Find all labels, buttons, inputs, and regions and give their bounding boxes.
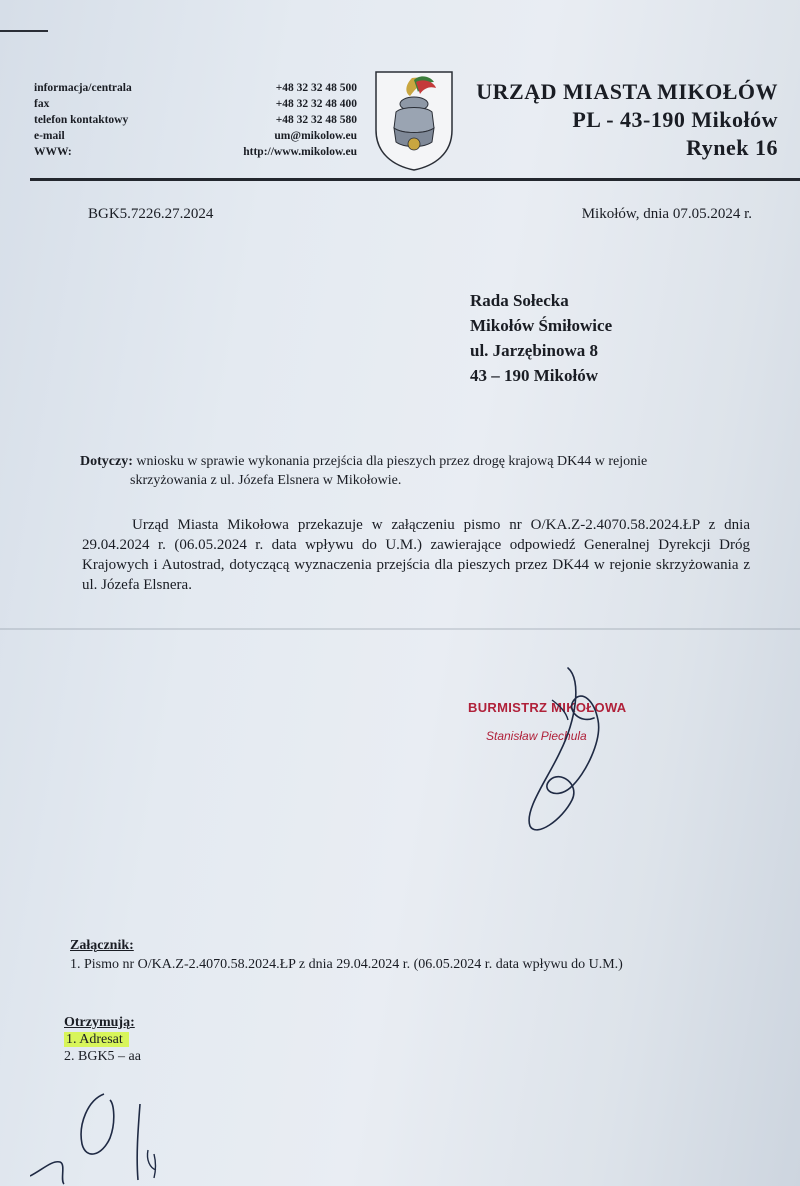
addressee-line: Rada Sołecka [470, 291, 569, 310]
office-street: Rynek 16 [686, 135, 778, 160]
phone-central: +48 32 32 48 500 [275, 82, 357, 94]
contact-labels [34, 80, 132, 160]
office-name: URZĄD MIASTA MIKOŁÓW [476, 79, 778, 104]
paper-fold-line [0, 628, 800, 630]
signature-role: BURMISTRZ MIKOŁOWA [468, 700, 627, 715]
subject-label: Dotyczy: [80, 454, 133, 469]
contact-label: WWW: [34, 146, 72, 158]
addressee-block [470, 288, 612, 388]
fax-number: +48 32 32 48 400 [275, 98, 357, 110]
header-divider [30, 178, 800, 181]
corner-mark [0, 30, 48, 32]
letter-body [82, 515, 750, 595]
city-crest-icon [372, 68, 456, 172]
letter-date: Mikołów, dnia 07.05.2024 r. [581, 206, 752, 222]
email-address: um@mikolow.eu [274, 130, 357, 142]
recipients-block [64, 1014, 141, 1065]
office-header [476, 78, 778, 162]
addressee-line: ul. Jarzębinowa 8 [470, 341, 598, 360]
subject-line-1: wniosku w sprawie wykonania przejścia dla pieszych przez drogę krajową DK44 w rejonie [136, 454, 648, 469]
body-paragraph: Urząd Miasta Mikołowa przekazuje w załączeniu pismo nr O/KA.Z-2.4070.58.2024.ŁP z dnia 29.04.2024 r. (06.05.2024 r. data wpływu do U.M.) zawierające odpowiedź Generalnej Dyrekcji Dróg Krajowych i Autostrad, dotyczącą wyznaczenia przejścia dla pieszych przez DK44 w rejonie skrzyżowania z ul. Józefa Elsnera. [82, 517, 750, 593]
contact-label: telefon kontaktowy [34, 114, 129, 126]
subject-line-2: skrzyżowania z ul. Józefa Elsnera w Mikołowie. [130, 473, 402, 488]
attachment-item: 1. Pismo nr O/KA.Z-2.4070.58.2024.ŁP z dnia 29.04.2024 r. (06.05.2024 r. data wpływu do U.M.) [70, 957, 623, 972]
attachments-block [70, 936, 623, 974]
contact-values [200, 80, 357, 160]
handwritten-signature-icon [490, 660, 640, 835]
signature-name: Stanisław Piechula [486, 729, 587, 743]
phone-contact: +48 32 32 48 580 [275, 114, 357, 126]
reference-number: BGK5.7226.27.2024 [88, 206, 214, 222]
website-url: http://www.mikolow.eu [243, 146, 357, 158]
recipients-heading: Otrzymują: [64, 1015, 135, 1030]
recipient-item-highlighted: 1. Adresat [64, 1032, 129, 1047]
subject-block [80, 452, 760, 490]
contact-label: informacja/centrala [34, 82, 132, 94]
recipient-item: 2. BGK5 – aa [64, 1049, 141, 1064]
handwritten-initials-icon [30, 1090, 180, 1186]
contact-label: fax [34, 98, 50, 110]
attachments-heading: Załącznik: [70, 938, 134, 953]
contact-label: e-mail [34, 130, 65, 142]
addressee-line: 43 – 190 Mikołów [470, 366, 598, 385]
office-postal: PL - 43-190 Mikołów [572, 107, 778, 132]
addressee-line: Mikołów Śmiłowice [470, 316, 613, 335]
